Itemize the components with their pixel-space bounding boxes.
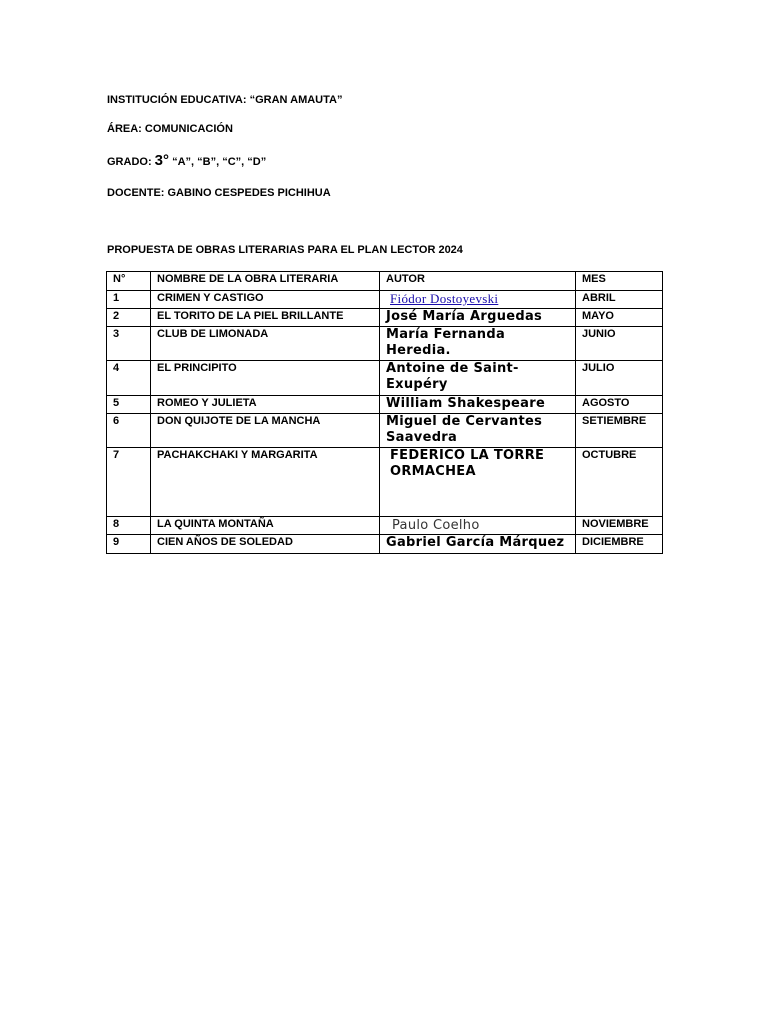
row-work: CIEN AÑOS DE SOLEDAD	[151, 535, 380, 554]
reading-plan-table	[106, 271, 663, 554]
row-month: OCTUBRE	[576, 448, 663, 517]
table-row	[107, 327, 663, 361]
header-work: NOMBRE DE LA OBRA LITERARIA	[151, 272, 380, 291]
header-author: AUTOR	[380, 272, 576, 291]
table-row	[107, 291, 663, 309]
row-month: SETIEMBRE	[576, 414, 663, 448]
row-month: JUNIO	[576, 327, 663, 361]
row-number: 1	[107, 291, 151, 309]
row-month: DICIEMBRE	[576, 535, 663, 554]
row-work: LA QUINTA MONTAÑA	[151, 517, 380, 535]
row-author: Gabriel García Márquez	[380, 535, 576, 554]
row-number: 3	[107, 327, 151, 361]
table-row	[107, 396, 663, 414]
area-line: ÁREA: COMUNICACIÓN	[107, 123, 233, 135]
row-author: José María Arguedas	[380, 309, 576, 327]
row-author: Miguel de Cervantes Saavedra	[380, 414, 576, 448]
row-month: ABRIL	[576, 291, 663, 309]
header-month: MES	[576, 272, 663, 291]
table-row	[107, 517, 663, 535]
teacher-line: DOCENTE: GABINO CESPEDES PICHIHUA	[107, 187, 331, 199]
row-number: 6	[107, 414, 151, 448]
row-work: ROMEO Y JULIETA	[151, 396, 380, 414]
row-number: 2	[107, 309, 151, 327]
row-month: MAYO	[576, 309, 663, 327]
grade-sections: “A”, “B”, “C”, “D”	[172, 156, 267, 168]
grade-value: 3°	[154, 152, 170, 169]
row-author: Paulo Coelho	[380, 517, 576, 535]
table-row	[107, 535, 663, 554]
table-row	[107, 361, 663, 396]
row-work: EL TORITO DE LA PIEL BRILLANTE	[151, 309, 380, 327]
row-month: JULIO	[576, 361, 663, 396]
table-header-row	[107, 272, 663, 291]
table-row	[107, 414, 663, 448]
row-author: William Shakespeare	[380, 396, 576, 414]
row-number: 9	[107, 535, 151, 554]
row-number: 4	[107, 361, 151, 396]
row-author: Antoine de Saint-Exupéry	[380, 361, 576, 396]
institution-line: INSTITUCIÓN EDUCATIVA: “GRAN AMAUTA”	[107, 94, 343, 106]
row-author: FEDERICO LA TORRE ORMACHEA	[380, 448, 576, 517]
row-work: PACHAKCHAKI Y MARGARITA	[151, 448, 380, 517]
row-number: 8	[107, 517, 151, 535]
row-work: DON QUIJOTE DE LA MANCHA	[151, 414, 380, 448]
header-number: N°	[107, 272, 151, 291]
row-month: NOVIEMBRE	[576, 517, 663, 535]
row-number: 7	[107, 448, 151, 517]
row-author: María Fernanda Heredia.	[380, 327, 576, 361]
table-row	[107, 309, 663, 327]
row-work: CLUB DE LIMONADA	[151, 327, 380, 361]
table-row	[107, 448, 663, 517]
author-link[interactable]: Fiódor Dostoyevski	[380, 291, 576, 309]
grade-line	[107, 152, 266, 169]
row-number: 5	[107, 396, 151, 414]
row-work: EL PRINCIPITO	[151, 361, 380, 396]
row-month: AGOSTO	[576, 396, 663, 414]
grade-label: GRADO:	[107, 156, 152, 168]
document-title: PROPUESTA DE OBRAS LITERARIAS PARA EL PLAN LECTOR 2024	[107, 244, 463, 256]
row-work: CRIMEN Y CASTIGO	[151, 291, 380, 309]
